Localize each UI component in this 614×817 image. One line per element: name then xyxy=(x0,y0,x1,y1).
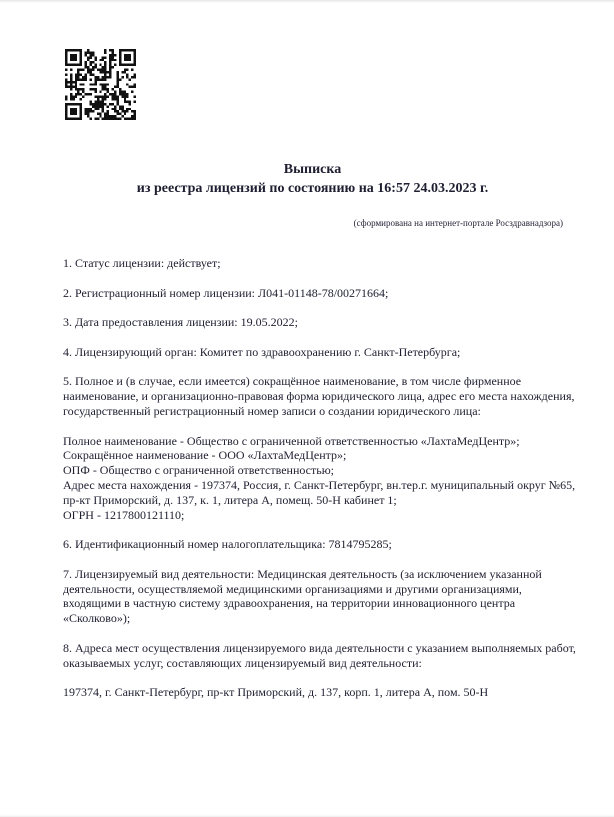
qr-code xyxy=(65,49,136,120)
org-info-intro: 5. Полное и (в случае, если имеется) сокращённое наименование, в том числе фирменное наименование, и организационно-правовая форма юридического лица, адрес его места нахождения, государственный регистрационный номер записи о создании юридического лица: xyxy=(63,374,575,418)
activity-address-line: 197374, г. Санкт-Петербург, пр-кт Приморский, д. 137, корп. 1, литера А, пом. 50-Н xyxy=(63,685,489,700)
activity-addresses-intro: 8. Адреса мест осуществления лицензируемого вида деятельности с указанием выполняемых работ, оказываемых услуг, составляющих лицензируемый вид деятельности: xyxy=(63,640,576,670)
org-address-line: Адрес места нахождения - 197374, Россия, г. Санкт-Петербург, вн.тер.г. муниципальный округ №65, пр-кт Приморский, д. 137, к. 1, литера А, помещ. 50-Н кабинет 1; xyxy=(63,477,576,507)
document-body xyxy=(63,256,580,700)
license-status-line: 1. Статус лицензии: действует; xyxy=(63,256,221,270)
org-ogrn-line: ОГРН - 1217800121110; xyxy=(63,507,185,522)
licensed-activity-line: 7. Лицензируемый вид деятельности: Медицинская деятельность (за исключением указанной деятельности, осуществляемой медицинскими организациями и другими организациями, входящими в частную систему здравоохранения, на территории инновационного центра «Сколково»); xyxy=(63,566,542,626)
licensing-authority-line: 4. Лицензирующий орган: Комитет по здравоохранению г. Санкт-Петербурга; xyxy=(63,344,461,359)
license-reg-number-line: 2. Регистрационный номер лицензии: Л041-01148-78/00271664; xyxy=(63,285,389,300)
generated-note: (сформирована на интернет-портале Росздравнадзора) xyxy=(353,218,563,228)
document-title-block xyxy=(60,160,565,198)
org-short-name-line: Сокращённое наименование - ООО «ЛахтаМедЦентр»; xyxy=(63,448,347,463)
license-grant-date-line: 3. Дата предоставления лицензии: 19.05.2022; xyxy=(63,315,298,330)
qr-code-image xyxy=(65,49,136,120)
org-info-block xyxy=(63,434,580,523)
document-title: Выписка xyxy=(283,162,342,177)
org-opf-line: ОПФ - Общество с ограниченной ответственностью; xyxy=(63,463,335,478)
document-title-line2: из реестра лицензий по состоянию на 16:57 24.03.2023 г. xyxy=(136,181,489,196)
org-full-name-line: Полное наименование - Общество с ограниченной ответственностью «ЛахтаМедЦентр»; xyxy=(63,433,520,448)
taxpayer-inn-line: 6. Идентификационный номер налогоплательщика: 7814795285; xyxy=(63,537,392,552)
